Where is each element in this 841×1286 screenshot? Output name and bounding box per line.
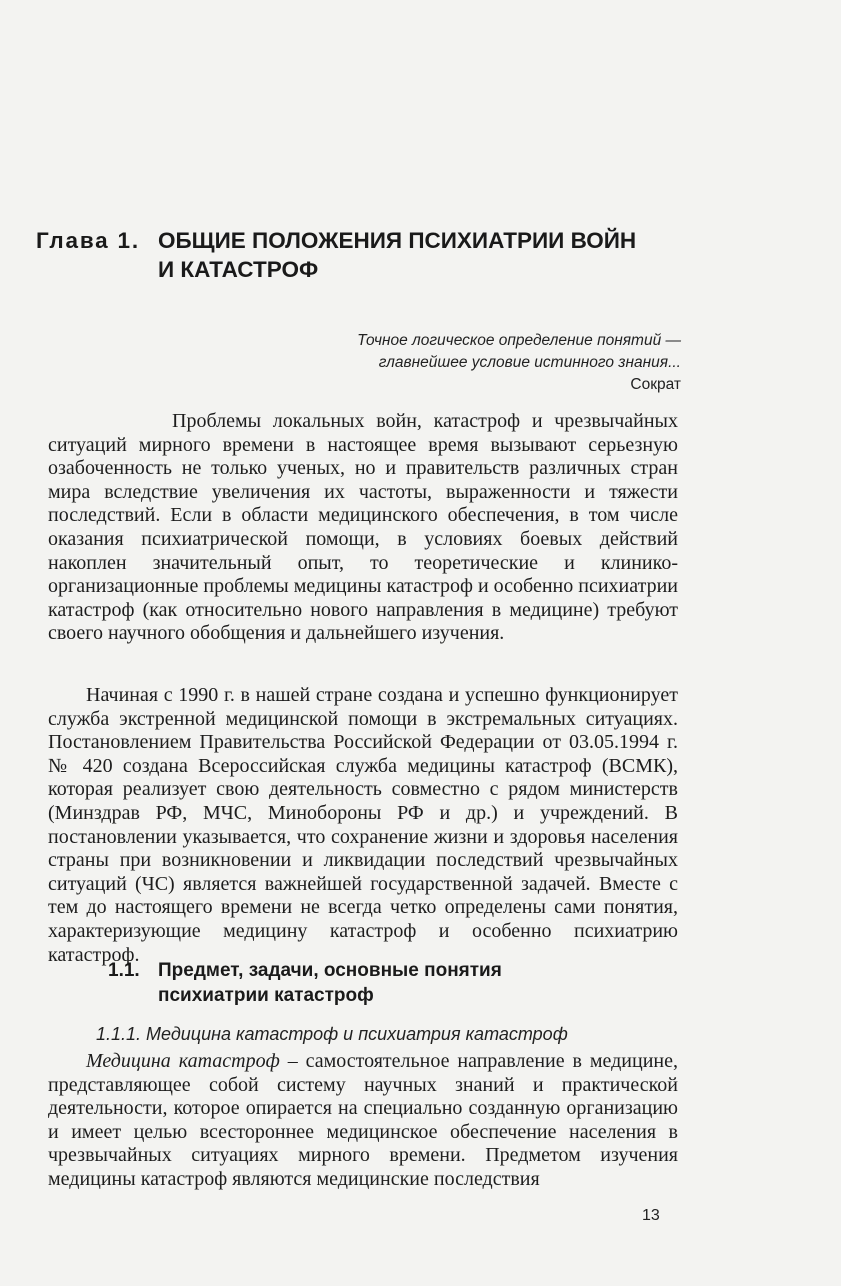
epigraph-line-2: главнейшее условие истинного знания...: [378, 354, 681, 371]
chapter-title-line-1: ОБЩИЕ ПОЛОЖЕНИЯ ПСИХИАТРИИ ВОЙН: [158, 228, 637, 253]
section-number: 1.1.: [108, 960, 140, 981]
paragraph-2-block: [48, 684, 678, 967]
paragraph-2: Начиная с 1990 г. в нашей стране создана и успешно функционирует служба экстренной медицинской помощи в экстремальных ситуациях. Постановлением Правительства Российской Федерации от 03.05.1994 г. № 420 создана Всероссийская служба медицины катастроф (ВСМК), которая реализует свою деятельность совместно с рядом министерств (Минздрав РФ, МЧС, Минобороны РФ и др.) и учреждений. В постановлении указывается, что сохранение жизни и здоровья населения страны при возникновении и ликвидации последствий чрезвычайных ситуаций (ЧС) является важнейшей государственной задачей. Вместе с тем до настоящего времени не всегда четко определены сами понятия, характеризующие медицину катастроф и особенно психиатрию катастроф.: [48, 684, 678, 966]
term-medicine-of-catastrophes: Медицина катастроф: [86, 1050, 280, 1072]
section-title: [158, 958, 658, 1008]
paragraph-3-text: – самостоятельное направление в медицине, представляющее собой систему научных знаний и практической деятельности, которое опирается на специально созданную организацию и имеет целью всестороннее медицинское обеспечение населения в чрезвычайных ситуациях мирного времени. Предметом изучения медицины катастроф являются медицинские последствия: [48, 1050, 679, 1190]
epigraph-line-1: Точное логическое определение понятий —: [357, 332, 681, 349]
epigraph-author: Сократ: [630, 376, 681, 393]
epigraph: [281, 330, 681, 396]
section-title-line-1: Предмет, задачи, основные понятия: [158, 960, 502, 981]
chapter-label: Глава 1.: [36, 228, 140, 253]
paragraph-3-block: [48, 1050, 678, 1192]
paragraph-1: Проблемы локальных войн, катастроф и чрезвычайных ситуаций мирного времени в настоящее время вызывают серьезную озабоченность не только ученых, но и правительств различных стран мира вследствие увеличения их частоты, выраженности и тяжести последствий. Если в области медицинского обеспечения, в том числе оказания психиатрической помощи, в условиях боевых действий накоплен значительный опыт, то теоретические и клинико-организационные проблемы медицины катастроф и особенно психиатрии катастроф (как относительно нового направления в медицине) требуют своего научного обобщения и дальнейшего изучения.: [48, 410, 678, 645]
page-number: 13: [642, 1207, 660, 1224]
paragraph-3: [48, 1050, 678, 1192]
paragraph-1-block: [48, 410, 678, 646]
chapter-title-line-2: И КАТАСТРОФ: [158, 257, 319, 282]
section-title-line-2: психиатрии катастроф: [158, 985, 374, 1006]
subsection-heading: 1.1.1. Медицина катастроф и психиатрия катастроф: [96, 1024, 568, 1044]
chapter-title: [158, 226, 698, 284]
